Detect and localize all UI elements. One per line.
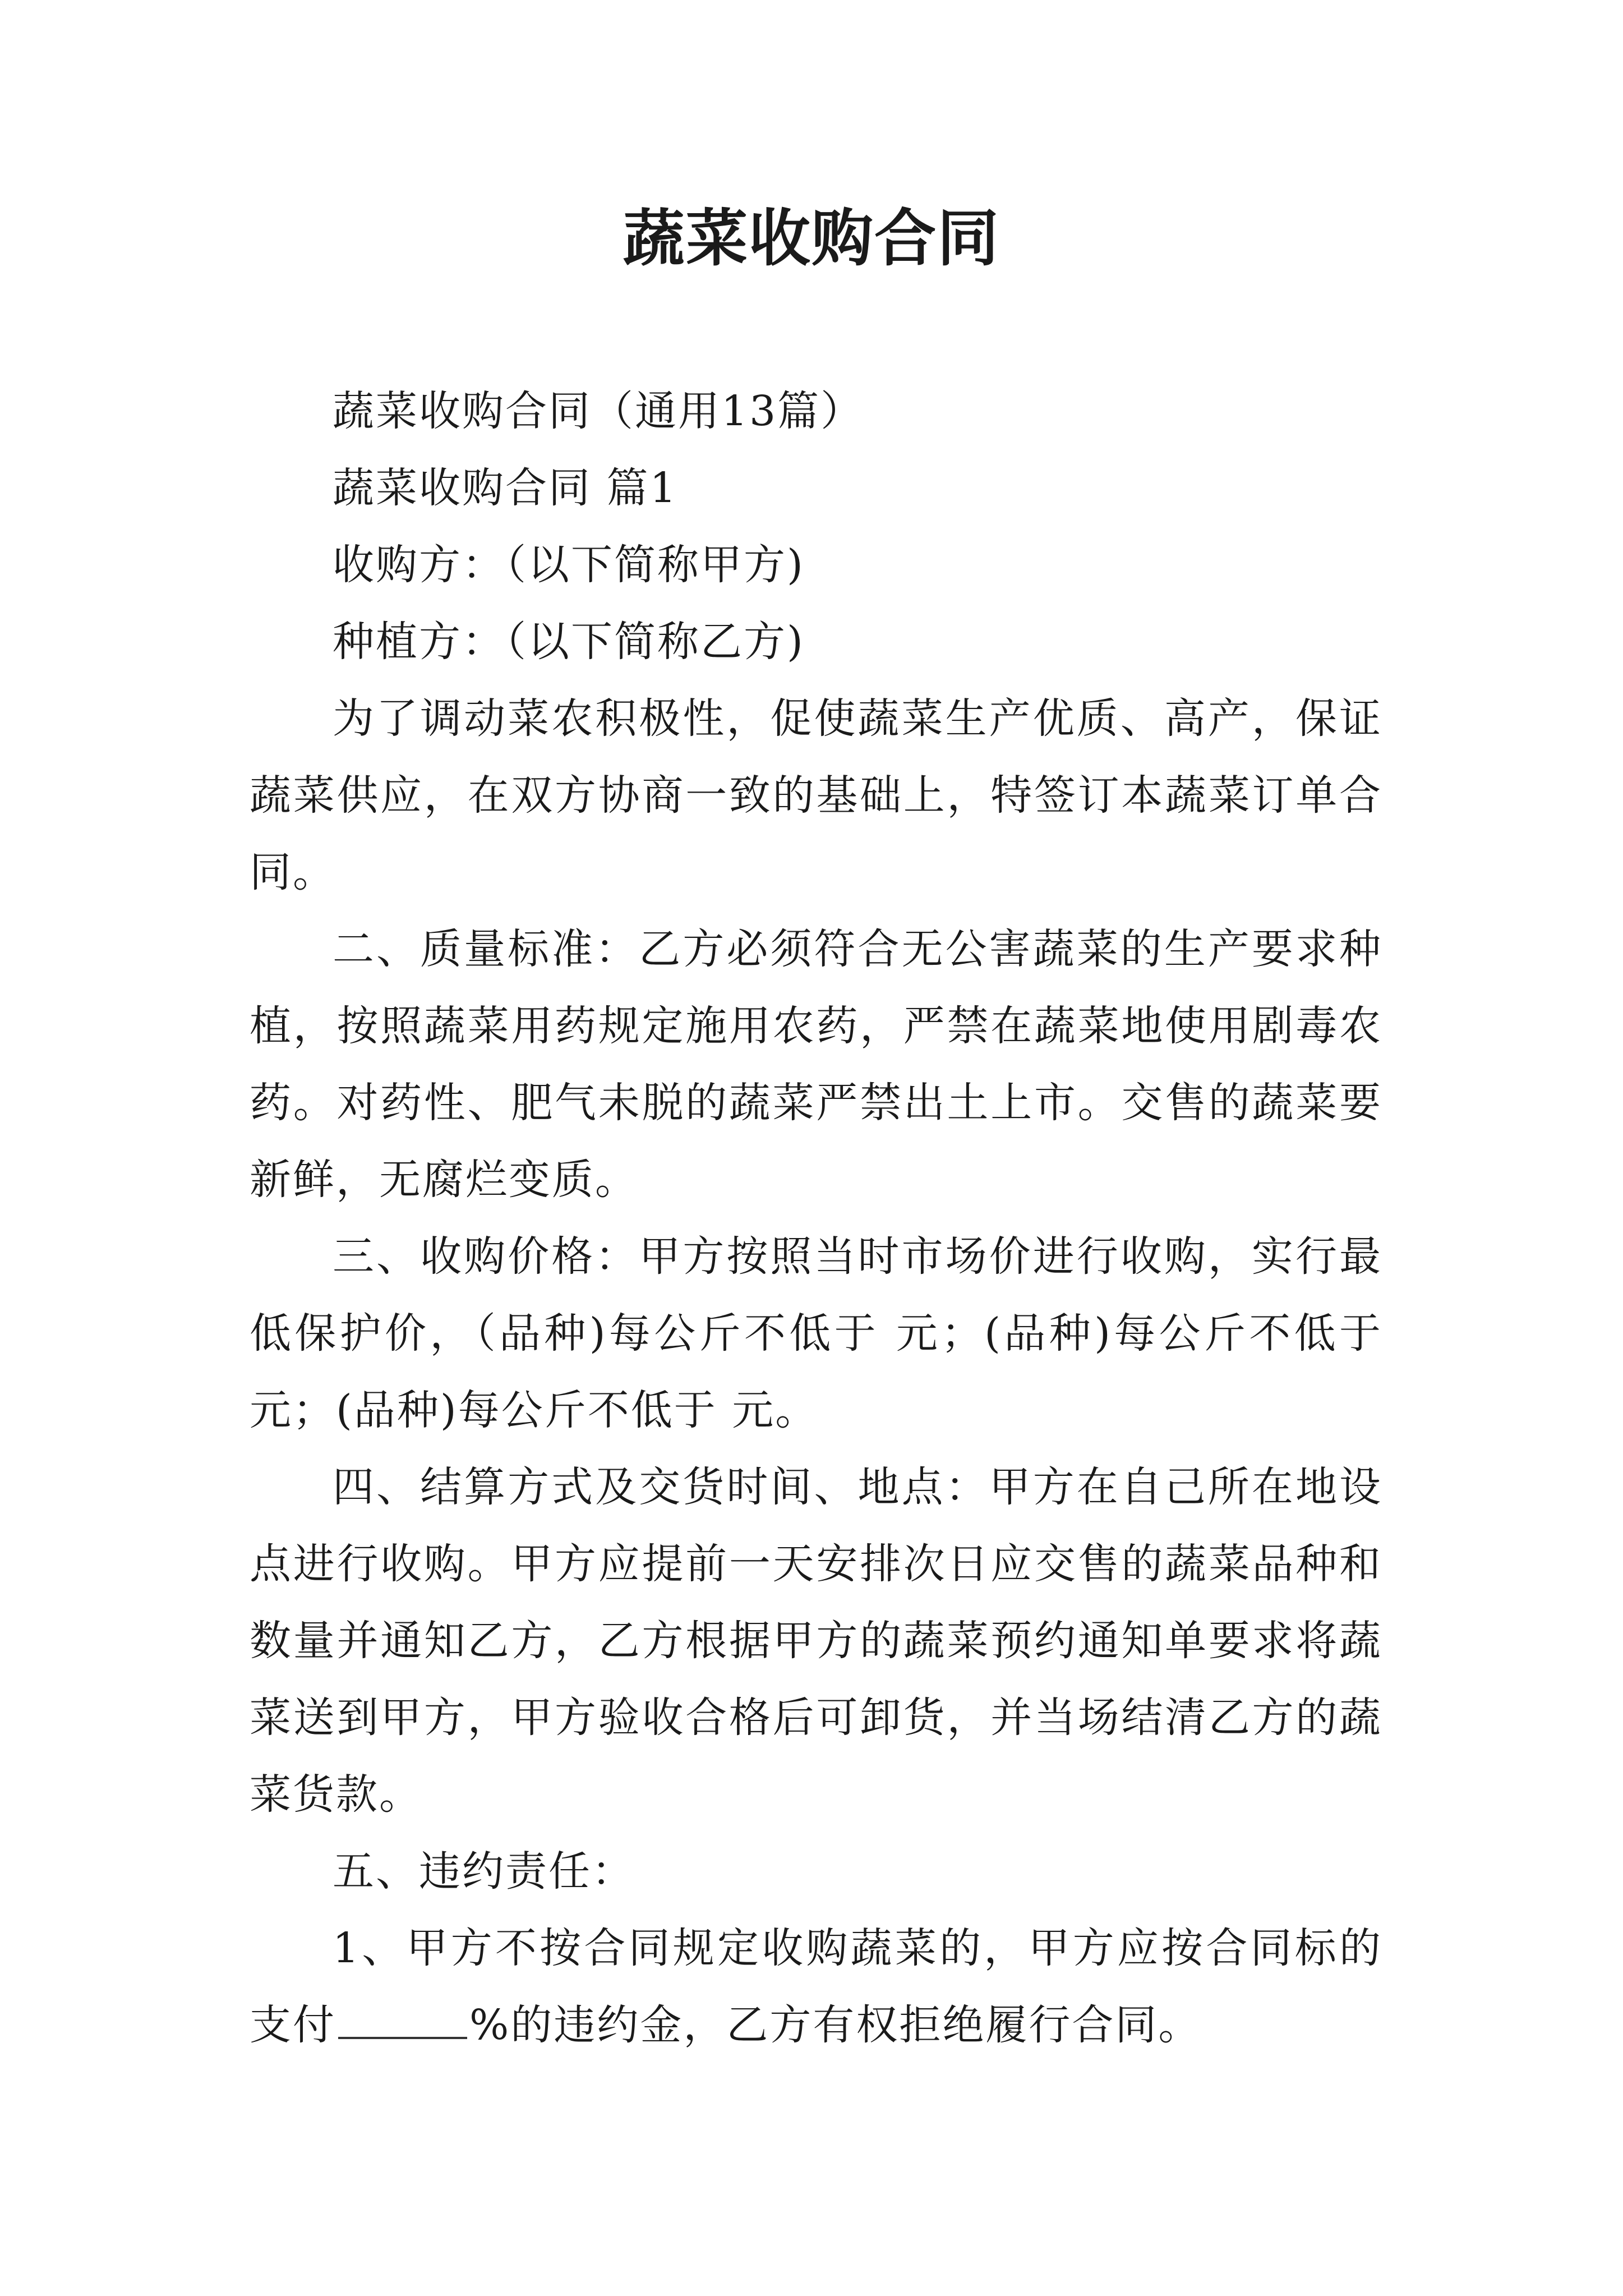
liability-1-text: 1、甲方不按合同规定收购蔬菜的，甲方应按合同标的支付 bbox=[250, 1924, 1382, 2049]
document-title: 蔬菜收购合同 bbox=[623, 202, 1000, 274]
liability-1-suffix: %的违约金，乙方有权拒绝履行合同。 bbox=[469, 2001, 1202, 2049]
paragraph-quality-standard: 二、质量标准：乙方必须符合无公害蔬菜的生产要求种植，按照蔬菜用药规定施用农药，严禁在蔬菜地使用剧毒农药。对药性、肥气未脱的蔬菜严禁出土上市。交售的蔬菜要新鲜，无腐烂变质。 bbox=[250, 925, 1382, 1204]
paragraph-section-heading: 蔬菜收购合同 篇1 bbox=[333, 464, 678, 512]
paragraph-liability-1 bbox=[250, 1910, 1382, 2064]
paragraph-subtitle: 蔬菜收购合同（通用13篇） bbox=[333, 387, 864, 435]
paragraph-buyer: 收购方：（以下简称甲方) bbox=[333, 541, 805, 589]
paragraph-grower: 种植方：（以下简称乙方) bbox=[333, 618, 805, 666]
paragraph-purchase-price: 三、收购价格：甲方按照当时市场价进行收购，实行最低保护价，（品种)每公斤不低于 元；(品种)每公斤不低于 元；(品种)每公斤不低于 元。 bbox=[250, 1232, 1382, 1434]
paragraph-preamble: 为了调动菜农积极性，促使蔬菜生产优质、高产，保证蔬菜供应，在双方协商一致的基础上，特签订本蔬菜订单合同。 bbox=[250, 694, 1382, 896]
paragraph-settlement: 四、结算方式及交货时间、地点：甲方在自己所在地设点进行收购。甲方应提前一天安排次日应交售的蔬菜品种和数量并通知乙方，乙方根据甲方的蔬菜预约通知单要求将蔬菜送到甲方，甲方验收合格后可卸货，并当场结清乙方的蔬菜货款。 bbox=[250, 1463, 1382, 1819]
blank-fill-line bbox=[338, 1998, 467, 2039]
paragraph-liability-heading: 五、违约责任： bbox=[333, 1847, 635, 1895]
document-body bbox=[250, 373, 1382, 2064]
